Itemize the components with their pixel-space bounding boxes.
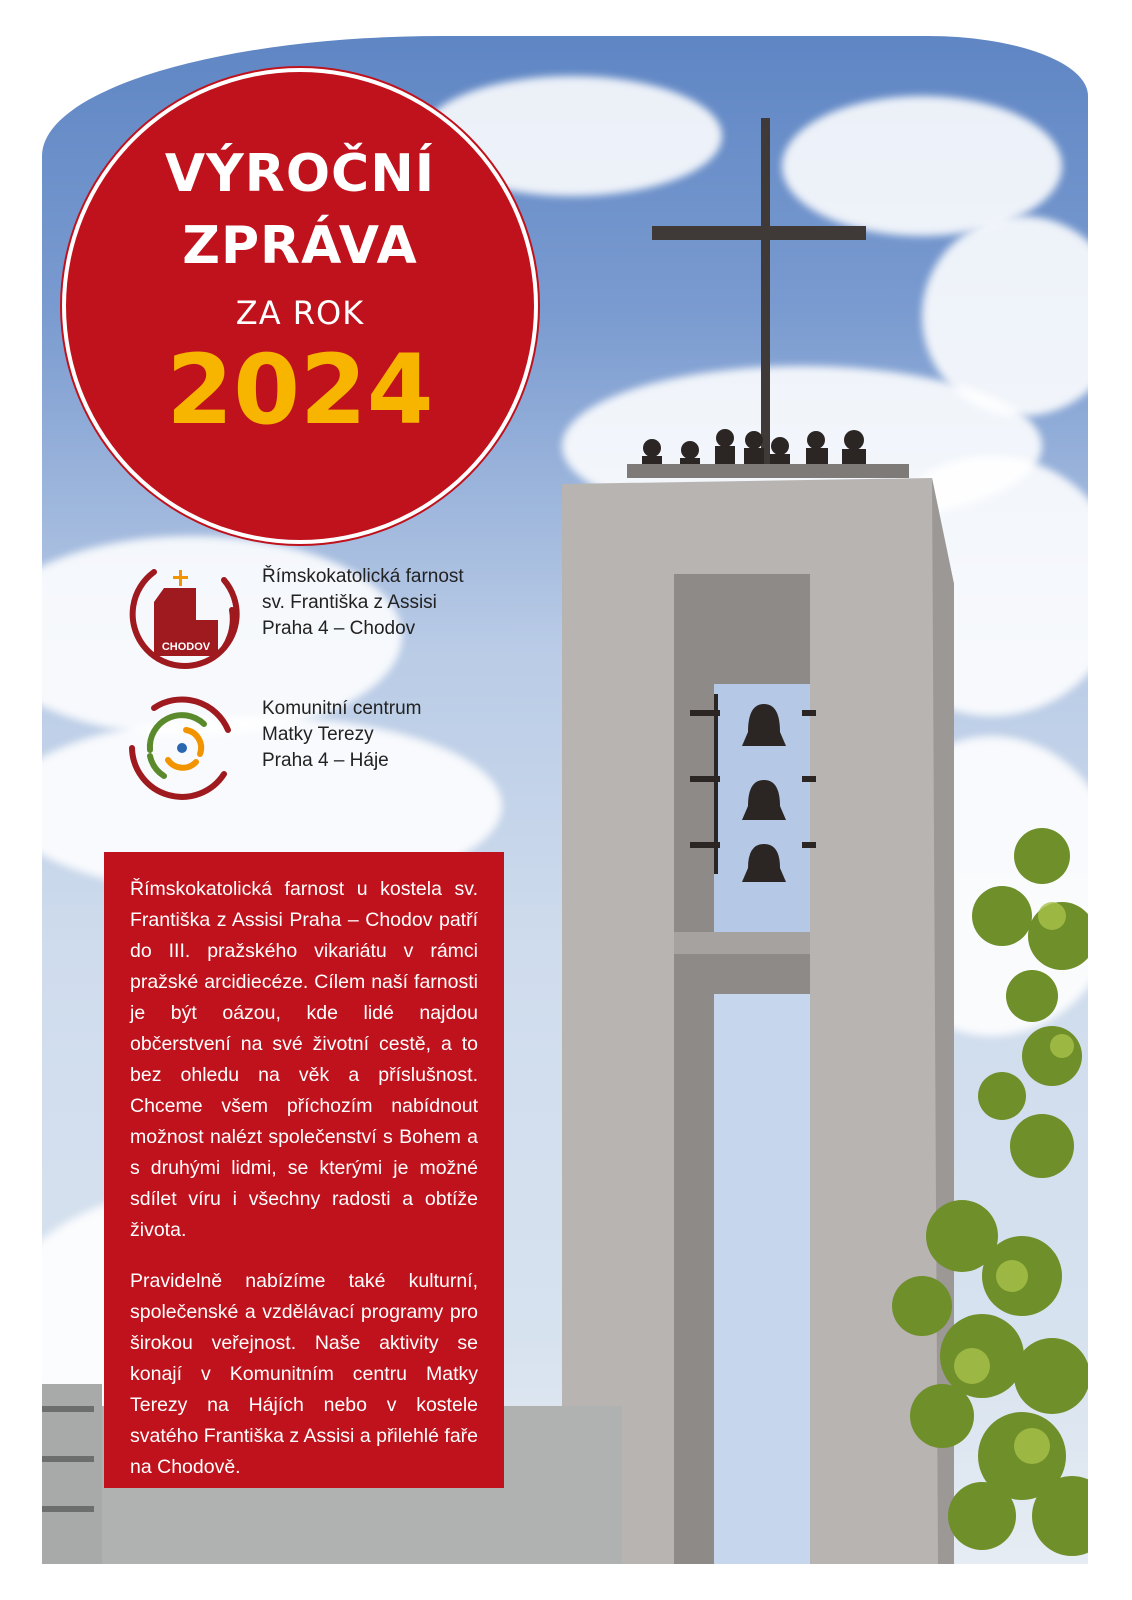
logo-chodov-text: CHODOV bbox=[161, 641, 211, 653]
badge-title-line1: VÝROČNÍ bbox=[164, 144, 436, 204]
org2-line: Matky Terezy bbox=[262, 724, 374, 745]
org2-line: Praha 4 – Háje bbox=[262, 750, 389, 771]
annual-report-badge bbox=[66, 72, 534, 540]
community-circles-logo-icon bbox=[124, 690, 240, 806]
org1-line: sv. Františka z Assisi bbox=[262, 592, 437, 613]
church-chodov-logo-icon bbox=[124, 558, 240, 674]
org1-line: Římskokatolická farnost bbox=[262, 566, 464, 587]
intro-paragraph: Pravidelně nabízíme také kulturní, společenské a vzdělávací programy pro širokou veřejnost. Naše aktivity se konají v Komunitním centru Matky Terezy na Hájích nebo v kostele svatého Františka z Assisi a přilehlé faře na Chodově. bbox=[130, 1270, 478, 1478]
badge-year: 2024 bbox=[166, 334, 434, 446]
org-community-centre bbox=[124, 690, 544, 810]
badge-title-line2: ZPRÁVA bbox=[182, 216, 418, 276]
intro-paragraph: Římskokatolická farnost u kostela sv. Františka z Assisi Praha – Chodov patří do III. pražského vikariátu v rámci pražské arcidiecéze. Cílem naší farnosti je být oázou, kde lidé najdou občerstvení na své životní cestě, a to bez ohledu na věk a příslušnost. Chceme všem příchozím nabídnout možnost nalézt společenství s Bohem a s druhými lidmi, se kterými je možné sdílet víru i všechny radosti a obtíže života. bbox=[130, 878, 478, 1241]
cross-horizontal bbox=[652, 226, 866, 240]
org-parish bbox=[124, 558, 544, 678]
org2-line: Komunitní centrum bbox=[262, 698, 422, 719]
cross-vertical bbox=[761, 118, 770, 468]
org1-line: Praha 4 – Chodov bbox=[262, 618, 416, 639]
intro-text-box bbox=[104, 852, 504, 1488]
badge-subtitle: ZA ROK bbox=[235, 294, 365, 332]
